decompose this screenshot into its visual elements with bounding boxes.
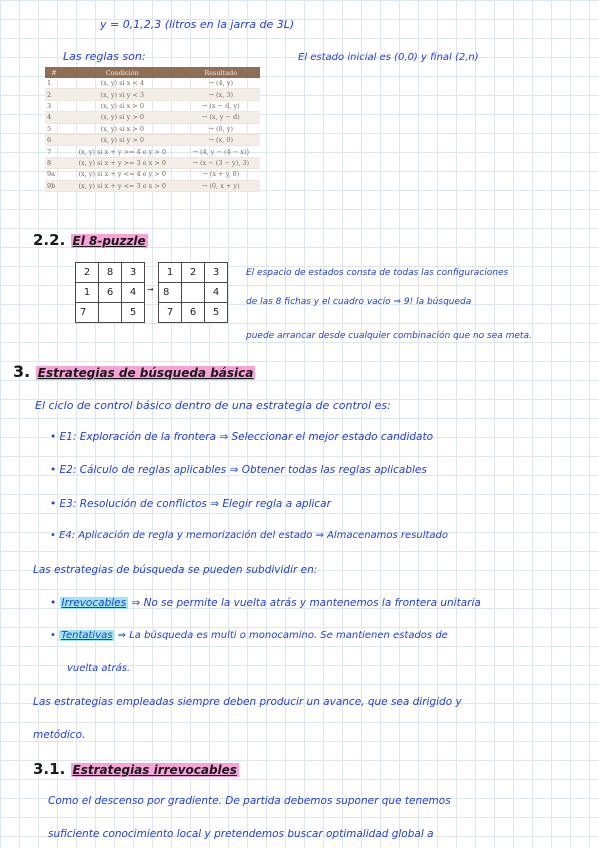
table-header-row: [45, 67, 260, 78]
strategy-irrevocable: [50, 597, 481, 609]
rule-result: → (x, y − d): [182, 112, 260, 123]
rule-num: 7: [45, 146, 63, 157]
table-row: [45, 78, 260, 89]
section-3-heading: [13, 362, 255, 381]
rule-condition: (x, y) si x > 0: [63, 123, 182, 134]
puzzle-initial-grid: [75, 262, 145, 323]
puzzle-cell: 4: [205, 283, 228, 303]
table-row: [45, 180, 260, 191]
table-row: [45, 146, 260, 157]
rule-result: → (x, 3): [182, 89, 260, 100]
irrevocable-term: Irrevocables: [61, 597, 127, 609]
rule-condition: (x, y) si y > 0: [63, 112, 182, 123]
cycle-item-e4: • E4: Aplicación de regla y memorización del estado ⇒ Almacenamos resultado: [50, 530, 448, 541]
section-3-number: 3.: [13, 362, 31, 381]
rules-label: Las reglas son:: [63, 50, 146, 63]
rule-num: 2: [45, 89, 63, 100]
puzzle-cell: 8: [99, 263, 122, 283]
rule-num: 4: [45, 112, 63, 123]
puzzle-cell: 8: [159, 283, 182, 303]
irrevocable-desc: ⇒ No se permite la vuelta atrás y mantenemos la frontera unitaria: [128, 597, 481, 609]
table-row: [45, 157, 260, 168]
puzzle-cell: 7: [159, 303, 182, 323]
rule-num: 8: [45, 157, 63, 168]
rule-result: → (x, 0): [182, 134, 260, 145]
table-header-result: Resultado: [182, 67, 260, 78]
irrevocable-line-1: Como el descenso por gradiente. De partida debemos suponer que tenemos: [48, 795, 451, 807]
section-22-title: El 8-puzzle: [72, 234, 146, 248]
puzzle-desc-line-1: El espacio de estados consta de todas las configuraciones: [246, 268, 509, 278]
formula-line: y = 0,1,2,3 (litros en la jarra de 3L): [100, 18, 295, 31]
puzzle-cell: 5: [122, 303, 145, 323]
rule-num: 9b: [45, 180, 63, 191]
state-note: El estado inicial es (0,0) y final (2,n): [298, 52, 479, 63]
rule-condition: (x, y) si x + y >= 3 e x > 0: [63, 157, 182, 168]
rules-table: [45, 67, 260, 192]
tentative-desc: ⇒ La búsqueda es multi o monocamino. Se mantienen estados de: [114, 630, 448, 641]
summary-line-1: Las estrategias empleadas siempre deben producir un avance, que sea dirigido y: [33, 696, 462, 708]
puzzle-cell: 2: [76, 263, 99, 283]
rule-result: → (0, y): [182, 123, 260, 134]
rule-num: 6: [45, 134, 63, 145]
puzzle-desc-line-3: puede arrancar desde cualquier combinación que no sea meta.: [246, 331, 532, 341]
rule-condition: (x, y) si y < 3: [63, 89, 182, 100]
cycle-item-e3: • E3: Resolución de conflictos ⇒ Elegir regla a aplicar: [50, 498, 331, 510]
section-31-title: Estrategias irrevocables: [72, 763, 237, 777]
puzzle-cell: [99, 303, 122, 323]
cycle-item-e1: • E1: Exploración de la frontera ⇒ Seleccionar el mejor estado candidato: [50, 431, 433, 443]
puzzle-cell: 6: [99, 283, 122, 303]
table-row: [45, 89, 260, 100]
table-header-condition: Condición: [63, 67, 182, 78]
irrevocable-line-2: suficiente conocimiento local y pretendemos buscar optimalidad global a: [48, 828, 434, 840]
rule-result: → (x − (3 − y), 3): [182, 157, 260, 168]
rule-num: 3: [45, 100, 63, 111]
section-22-number: 2.2.: [33, 231, 66, 249]
rule-condition: (x, y) si y > 0: [63, 134, 182, 145]
section-31-number: 3.1.: [33, 760, 66, 778]
subdivide-intro: Las estrategias de búsqueda se pueden subdividir en:: [33, 564, 318, 576]
puzzle-cell: 1: [159, 263, 182, 283]
section-22-heading: [33, 231, 148, 249]
puzzle-cell: 2: [182, 263, 205, 283]
table-row: [45, 169, 260, 180]
puzzle-cell: 3: [205, 263, 228, 283]
rule-condition: (x, y) si x + y >= 4 e y > 0: [63, 146, 182, 157]
rule-result: → (x + y, 0): [182, 169, 260, 180]
rule-result: → (x − d, y): [182, 100, 260, 111]
summary-line-2: metódico.: [33, 729, 86, 741]
rule-condition: (x, y) si x > 0: [63, 100, 182, 111]
puzzle-arrow: →: [147, 285, 154, 294]
puzzle-cell: 4: [122, 283, 145, 303]
table-row: [45, 123, 260, 134]
rule-condition: (x, y) si x + y <= 4 e y > 0: [63, 169, 182, 180]
rule-num: 9a: [45, 169, 63, 180]
puzzle-cell: 6: [182, 303, 205, 323]
cycle-item-e2: • E2: Cálculo de reglas aplicables ⇒ Obtener todas las reglas aplicables: [50, 464, 427, 476]
rule-num: 1: [45, 78, 63, 89]
puzzle-goal-grid: [158, 262, 228, 323]
table-header-num: #: [45, 67, 63, 78]
rule-condition: (x, y) si x + y <= 3 e x > 0: [63, 180, 182, 191]
strategy-tentative: [50, 630, 448, 641]
table-row: [45, 112, 260, 123]
rule-result: → (4, y): [182, 78, 260, 89]
rule-result: → (0, x + y): [182, 180, 260, 191]
rule-result: → (4, y − (4 − x)): [182, 146, 260, 157]
tentative-term: Tentativas: [61, 630, 113, 641]
puzzle-cell: [182, 283, 205, 303]
section-3-title: Estrategias de búsqueda básica: [37, 366, 254, 380]
table-row: [45, 134, 260, 145]
tentative-desc-cont: vuelta atrás.: [67, 663, 131, 674]
table-row: [45, 100, 260, 111]
puzzle-desc-line-2: de las 8 fichas y el cuadro vacío ⇒ 9! la búsqueda: [246, 297, 472, 307]
puzzle-cell: 5: [205, 303, 228, 323]
puzzle-cell: 3: [122, 263, 145, 283]
puzzle-cell: 7: [76, 303, 99, 323]
rule-num: 5: [45, 123, 63, 134]
rule-condition: (x, y) si x < 4: [63, 78, 182, 89]
puzzle-cell: 1: [76, 283, 99, 303]
section-31-heading: [33, 760, 239, 778]
control-cycle-intro: El ciclo de control básico dentro de una estrategia de control es:: [35, 399, 391, 412]
